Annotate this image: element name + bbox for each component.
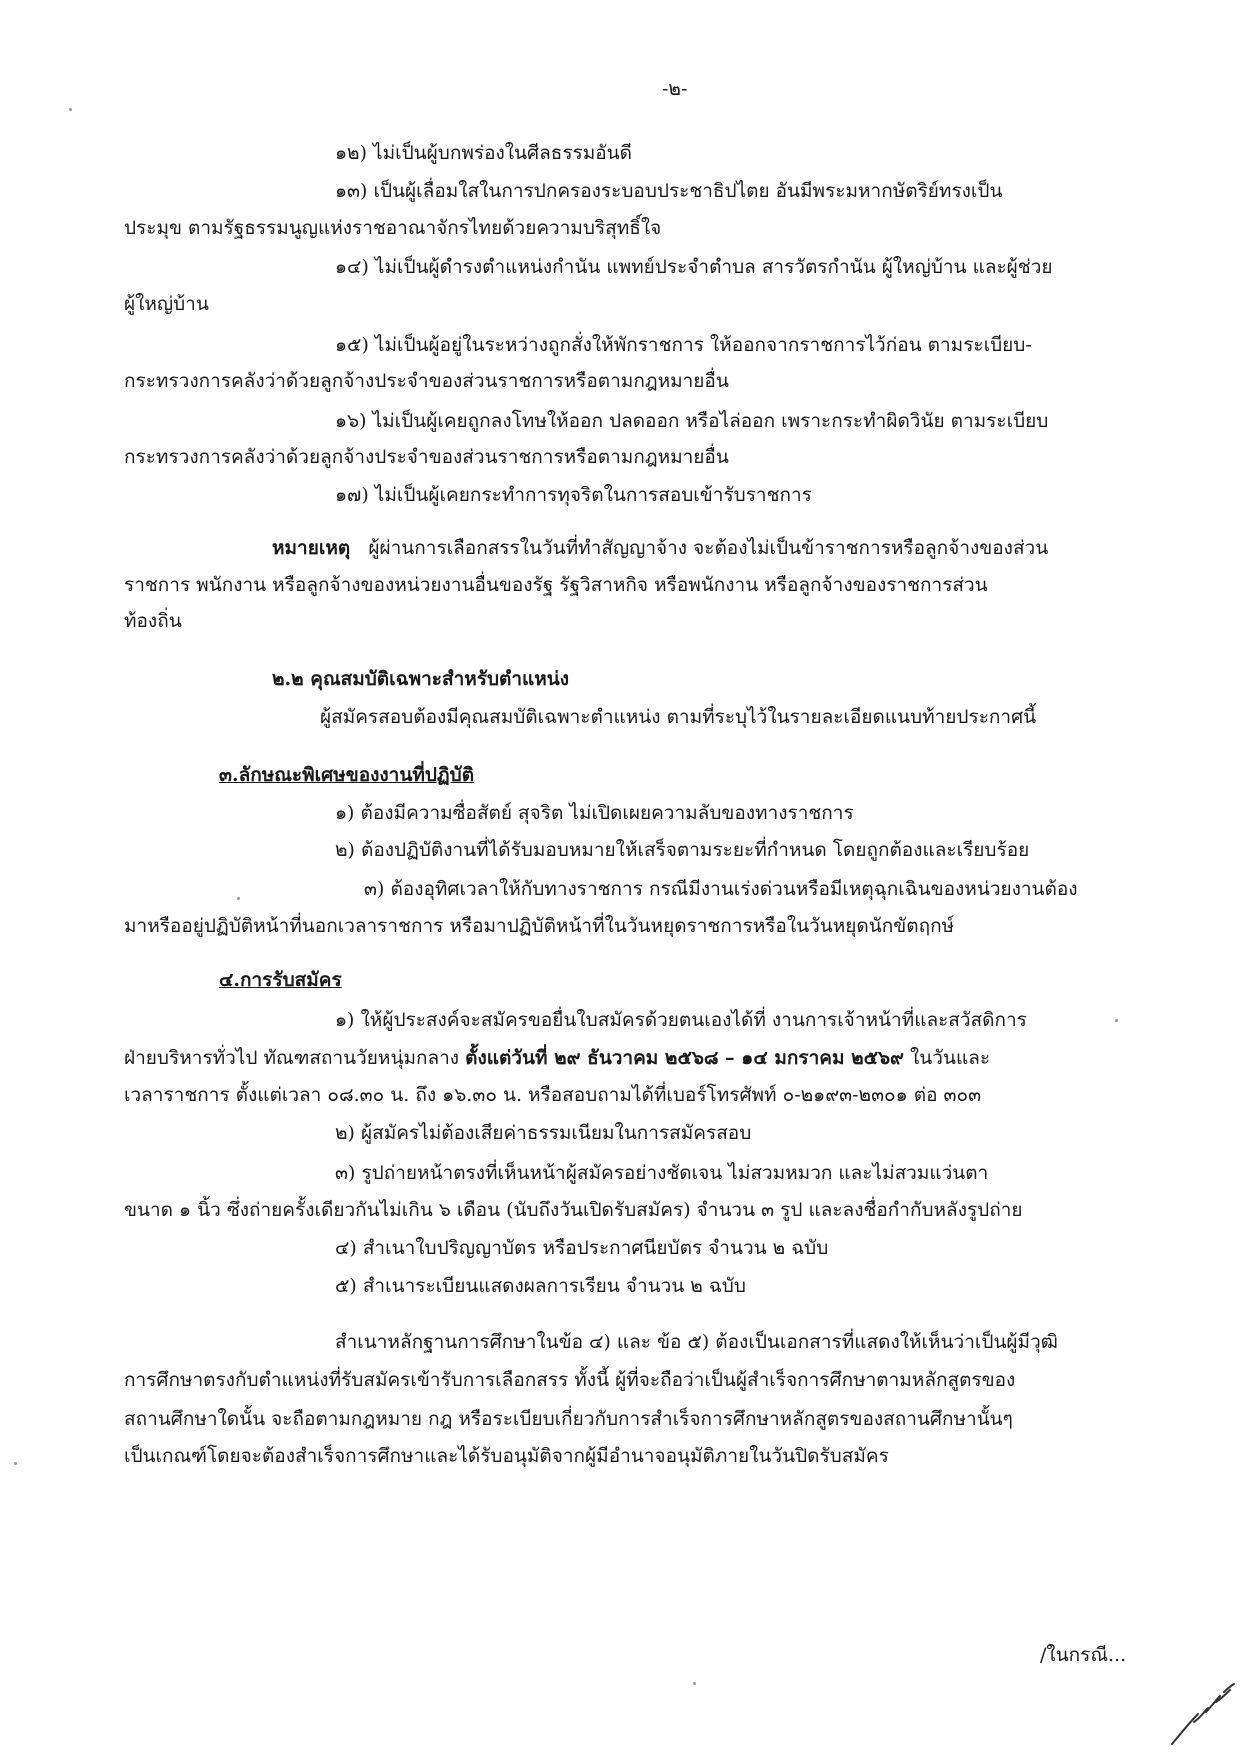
note-line-3: ท้องถิ่น <box>124 610 182 632</box>
item-12: ๑๒) ไม่เป็นผู้บกพร่องในศีลธรรมอันดี <box>335 142 633 164</box>
section-4-item-1-line-3: เวลาราชการ ตั้งแต่เวลา ๐๘.๓๐ น. ถึง ๑๖.๓๐ น. หรือสอบถามได้ที่เบอร์โทรศัพท์ ๐-๒๑๙๓-๒๓๐๑ ต่อ ๓๐๓ <box>124 1084 982 1106</box>
section-4-item-1-line-1: ๑) ให้ผู้ประสงค์จะสมัครขอยื่นใบสมัครด้วยตนเองได้ที่ งานการเจ้าหน้าที่และสวัสดิการ <box>335 1009 1027 1031</box>
item-13-line-1: ๑๓) เป็นผู้เลื่อมใสในการปกครองระบอบประชาธิปไตย อันมีพระมหากษัตริย์ทรงเป็น <box>335 180 1003 202</box>
section-4-item-3-line-1: ๓) รูปถ่ายหน้าตรงที่เห็นหน้าผู้สมัครอย่างชัดเจน ไม่สวมหมวก และไม่สวมแว่นตา <box>335 1162 989 1184</box>
section-3-item-3-line-2: มาหรืออยู่ปฏิบัติหน้าที่นอกเวลาราชการ หรือมาปฏิบัติหน้าที่ในวันหยุดราชการหรือในวันหยุดนักขัตฤกษ์ <box>124 915 955 937</box>
section-3-item-1: ๑) ต้องมีความซื่อสัตย์ สุจริต ไม่เปิดเผยความลับของทางราชการ <box>335 802 854 824</box>
initials-signature <box>1168 1678 1238 1748</box>
note-line-1 <box>272 533 1048 563</box>
item-15-line-2: กระทรวงการคลังว่าด้วยลูกจ้างประจำของส่วนราชการหรือตามกฎหมายอื่น <box>124 370 729 392</box>
application-period: ตั้งแต่วันที่ ๒๙ ธันวาคม ๒๕๖๘ – ๑๔ มกราคม ๒๕๖๙ <box>465 1047 904 1069</box>
section-4-item-5: ๕) สำเนาระเบียนแสดงผลการเรียน จำนวน ๒ ฉบับ <box>335 1275 746 1297</box>
page-number: -๒- <box>662 78 688 100</box>
education-paragraph-line-1: สำเนาหลักฐานการศึกษาในข้อ ๔) และ ข้อ ๕) ต้องเป็นเอกสารที่แสดงให้เห็นว่าเป็นผู้มีวุฒิ <box>335 1331 1058 1353</box>
education-paragraph-line-4: เป็นเกณฑ์โดยจะต้องสำเร็จการศึกษาและได้รับอนุมัติจากผู้มีอำนาจอนุมัติภายในวันปิดรับสมัคร <box>124 1445 889 1467</box>
section-3-item-2: ๒) ต้องปฏิบัติงานที่ได้รับมอบหมายให้เสร็จตามระยะที่กำหนด โดยถูกต้องและเรียบร้อย <box>335 839 1030 861</box>
scan-speck <box>693 1682 696 1685</box>
scan-speck <box>237 897 240 900</box>
item-16-line-2: กระทรวงการคลังว่าด้วยลูกจ้างประจำของส่วนราชการหรือตามกฎหมายอื่น <box>124 446 729 468</box>
education-paragraph-line-3: สถานศึกษาใดนั้น จะถือตามกฎหมาย กฎ หรือระเบียบเกี่ยวกับการสำเร็จการศึกษาหลักสูตรของสถานศึกษานั้นๆ <box>124 1408 1013 1430</box>
item-15-line-1: ๑๕) ไม่เป็นผู้อยู่ในระหว่างถูกสั่งให้พักราชการ ให้ออกจากราชการไว้ก่อน ตามระเบียบ- <box>335 334 1032 356</box>
section-4-item-1-line-2 <box>124 1043 990 1073</box>
section-3-heading: ๓.ลักษณะพิเศษของงานที่ปฏิบัติ <box>219 764 475 786</box>
section-4-item-2: ๒) ผู้สมัครไม่ต้องเสียค่าธรรมเนียมในการสมัครสอบ <box>335 1122 752 1144</box>
section-4-item-4: ๔) สำเนาใบปริญญาบัตร หรือประกาศนียบัตร จำนวน ๒ ฉบับ <box>335 1237 829 1259</box>
item-17: ๑๗) ไม่เป็นผู้เคยกระทำการทุจริตในการสอบเข้ารับราชการ <box>335 484 812 506</box>
item-14-line-2: ผู้ใหญ่บ้าน <box>124 293 209 315</box>
scan-speck <box>69 108 72 111</box>
note-label: หมายเหตุ <box>272 537 351 559</box>
section-4-item-3-line-2: ขนาด ๑ นิ้ว ซึ่งถ่ายครั้งเดียวกันไม่เกิน ๖ เดือน (นับถึงวันเปิดรับสมัคร) จำนวน ๓ รูป และลงชื่อกำกับหลังรูปถ่าย <box>124 1199 1023 1221</box>
note-text-1: ผู้ผ่านการเลือกสรรในวันที่ทำสัญญาจ้าง จะต้องไม่เป็นข้าราชการหรือลูกจ้างของส่วน <box>368 537 1049 559</box>
section-4-heading: ๔.การรับสมัคร <box>219 969 342 991</box>
note-line-2: ราชการ พนักงาน หรือลูกจ้างของหน่วยงานอื่นของรัฐ รัฐวิสาหกิจ หรือพนักงาน หรือลูกจ้างของราชการส่วน <box>124 574 988 596</box>
section-4-item-1-text-c: ในวันและ <box>903 1047 991 1069</box>
section-2-2-text: ผู้สมัครสอบต้องมีคุณสมบัติเฉพาะตำแหน่ง ตามที่ระบุไว้ในรายละเอียดแนบท้ายประกาศนี้ <box>320 706 1037 728</box>
scan-speck <box>1115 1019 1118 1022</box>
section-2-2-heading: ๒.๒ คุณสมบัติเฉพาะสำหรับตำแหน่ง <box>272 668 570 690</box>
scan-speck <box>14 1462 17 1465</box>
item-16-line-1: ๑๖) ไม่เป็นผู้เคยถูกลงโทษให้ออก ปลดออก หรือไล่ออก เพราะกระทำผิดวินัย ตามระเบียบ <box>335 410 1049 432</box>
section-3-item-3-line-1: ๓) ต้องอุทิศเวลาให้กับทางราชการ กรณีมีงานเร่งด่วนหรือมีเหตุฉุกเฉินของหน่วยงานต้อง <box>364 878 1078 900</box>
item-14-line-1: ๑๔) ไม่เป็นผู้ดำรงตำแหน่งกำนัน แพทย์ประจำตำบล สารวัตรกำนัน ผู้ใหญ่บ้าน และผู้ช่วย <box>335 256 1053 278</box>
item-13-line-2: ประมุข ตามรัฐธรรมนูญแห่งราชอาณาจักรไทยด้วยความบริสุทธิ์ใจ <box>124 217 662 239</box>
section-4-item-1-text-a: ฝ่ายบริหารทั่วไป ทัณฑสถานวัยหนุ่มกลาง <box>124 1047 466 1069</box>
education-paragraph-line-2: การศึกษาตรงกับตำแหน่งที่รับสมัครเข้ารับการเลือกสรร ทั้งนี้ ผู้ที่จะถือว่าเป็นผู้สำเร็จการศึกษาตามหลักสูตรของ <box>124 1369 1016 1391</box>
continuation-note: /ในกรณี... <box>1040 1644 1127 1666</box>
